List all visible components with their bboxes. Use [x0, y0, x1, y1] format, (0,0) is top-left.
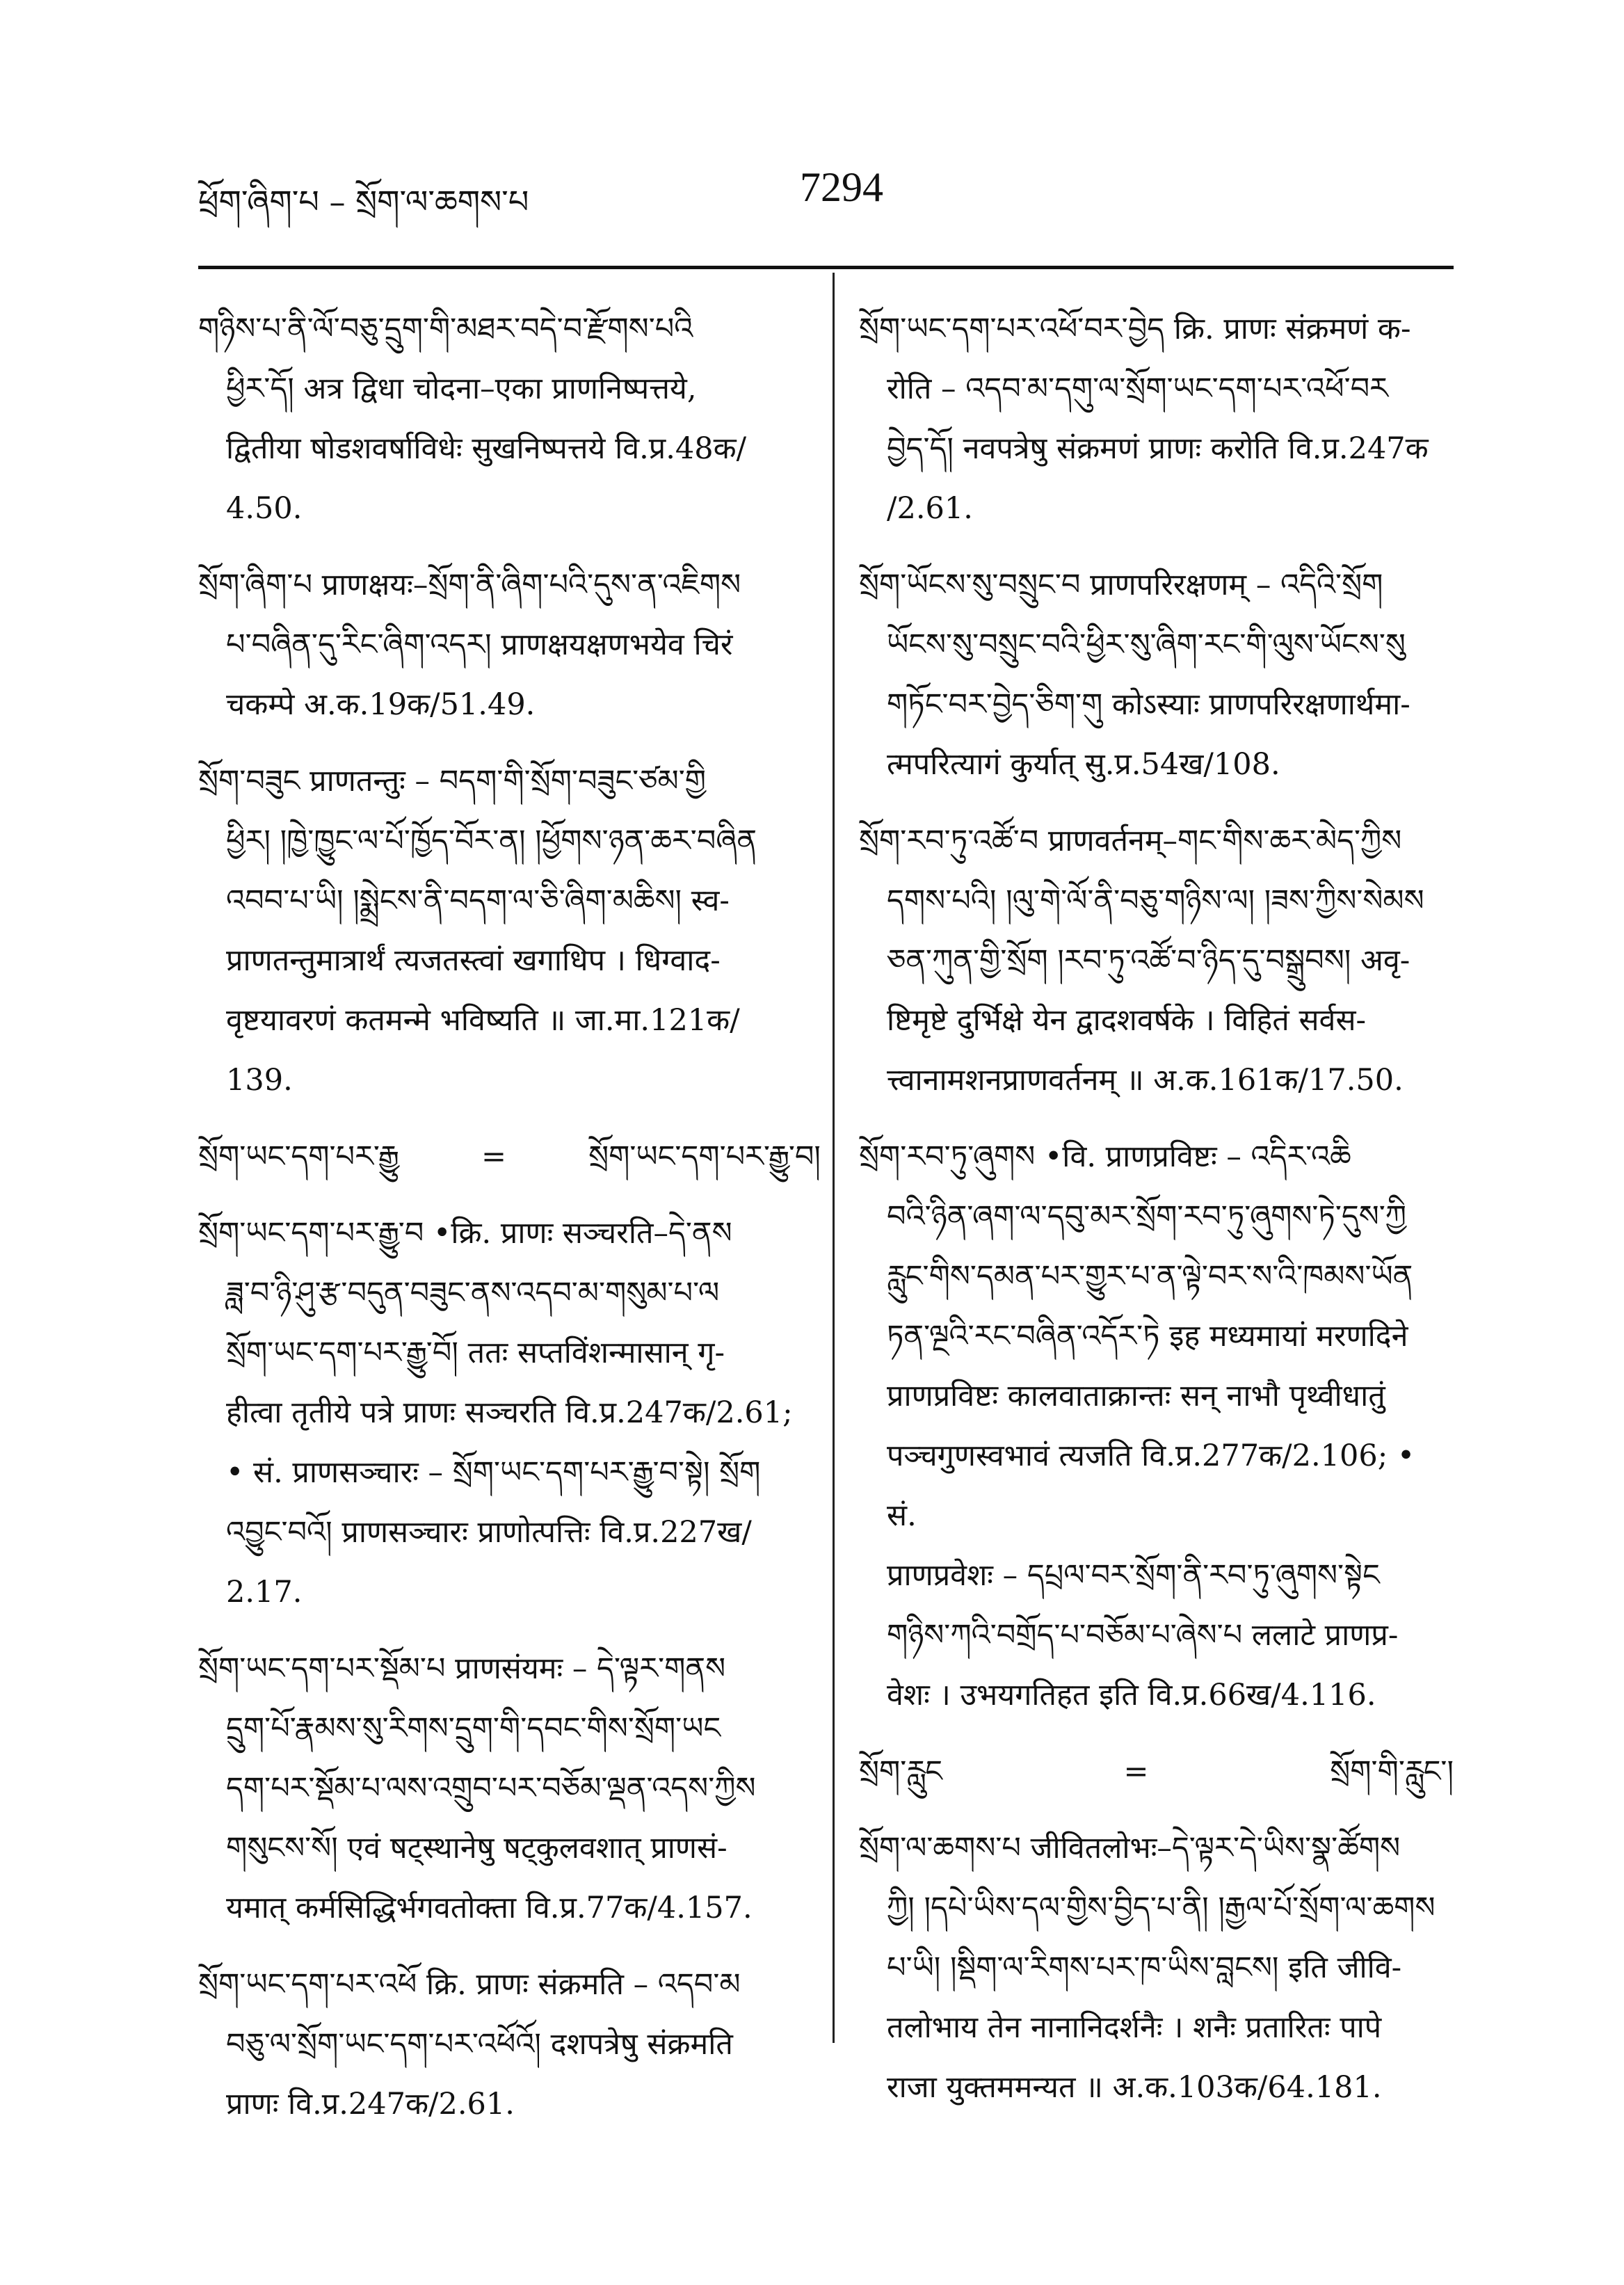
dictionary-entry: [198, 299, 821, 538]
entry-line: ཡོངས་སུ་བསྲུང་བའི་ཕྱིར་སུ་ཞིག་རང་གི་ལུས་ཡོངས་སུ: [887, 627, 1406, 662]
entry-first-line: གཉིས་པ་ནི་ལོ་བཅུ་དྲུག་གི་མཐར་བདེ་བ་རྫོགས་པའི: [198, 312, 693, 346]
dictionary-entry: [198, 751, 821, 1110]
entry-line: གསུངས་སོ། एवं षट्स्थानेषु षट्कुलवशात् प्राणसं-: [226, 1831, 727, 1866]
entry-line: चकम्पे अ.क.19क/51.49.: [226, 687, 536, 722]
dictionary-entry: [859, 1818, 1454, 2117]
entry-line: པ་ཡི། །སྡིག་ལ་རིགས་པར་ཁ་ཡིས་བླངས། इति जीवि-: [887, 1950, 1402, 1985]
entry-line: ཕྱིར་དོ། अत्र द्विधा चोदना–एका प्राणनिष्पत्तये,: [226, 371, 697, 406]
entry-line: प्राणप्रवेशः – དཔྲལ་བར་སྲོག་ནི་རབ་ཏུ་ཞུགས་སྟེང: [887, 1558, 1380, 1593]
entry-line: त्त्वानामशनप्राणवर्तनम् ॥ अ.क.161क/17.50.: [887, 1063, 1404, 1098]
right-column: [859, 299, 1454, 2134]
equals-sign: =: [1123, 1754, 1149, 1789]
header-rule: [198, 266, 1454, 269]
entry-line: तलोभाय तेन नानानिदर्शनैः । शनैः प्रतारितः पापे: [887, 2010, 1382, 2045]
headword: སྲོག་རླུང: [859, 1754, 942, 1789]
dictionary-entry: [198, 555, 821, 735]
dictionary-entry: [859, 811, 1454, 1110]
entry-line: हीत्वा तृतीये पत्रे प्राणः सञ्चरति वि.प्र.247क/2.61;: [226, 1395, 793, 1430]
entry-line: वेशः । उभयगतिहत इति वि.प्र.66ख/4.116.: [887, 1678, 1376, 1713]
entry-first-line: སྲོག་རབ་ཏུ་ཞུགས •वि. प्राणप्रविष्टः – འདིར་འཆི: [859, 1139, 1351, 1174]
entry-line: དྲུག་པོ་རྣམས་སུ་རིགས་དྲུག་གི་དབང་གིས་སྲོག་ཡང: [226, 1711, 721, 1746]
entry-first-line: སྲོག་ཡོངས་སུ་བསྲུང་བ प्राणपरिरक्षणम् – འདིའི་སྲོག: [859, 568, 1383, 602]
dictionary-entry: [198, 1955, 821, 2134]
equals-sign: =: [481, 1139, 507, 1174]
entry-line: གཉིས་ཀའི་བགྲོད་པ་བཅོམ་པ་ཞེས་པ ललाटे प्राणप्र-: [887, 1618, 1399, 1653]
entry-line: प्राणतन्तुमात्रार्थं त्यजतस्त्वां खगाधिप । धिग्वाद-: [226, 943, 721, 978]
entry-line: रोति – འདབ་མ་དགུ་ལ་སྲོག་ཡང་དག་པར་འཕོ་བར: [887, 371, 1388, 406]
entry-line: ཟླ་བ་ཉི་ཤུ་རྩ་བདུན་བཟུང་ནས་འདབ་མ་གསུམ་པ་ལ: [226, 1276, 720, 1310]
dictionary-entry: [198, 1203, 821, 1622]
entry-line: ष्टिमृष्टे दुर्भिक्षे येन द्वादशवर्षके । विहितं सर्वस-: [887, 1003, 1367, 1038]
dictionary-entry: [198, 1639, 821, 1938]
entry-first-line: སྲོག་ཡང་དག་པར་སྡོམ་པ प्राणसंयमः – དེ་ལྟར་གནས: [198, 1651, 726, 1686]
entry-line: • सं. प्राणसञ्चारः – སྲོག་ཡང་དག་པར་རྒྱུ་བ་སྟེ། སྲོག: [226, 1455, 761, 1490]
entry-line: བྱེད་དོ། नवपत्रेषु संक्रमणं प्राणः करोति वि.प्र.247क: [887, 431, 1429, 466]
left-column: [198, 299, 821, 2151]
entry-line: དག་པར་སྡོམ་པ་ལས་འགྲུབ་པར་བཅོམ་ལྡན་འདས་ཀྱིས: [226, 1771, 756, 1806]
entry-first-line: སྲོག་རབ་ཏུ་འཚོ་བ प्राणवर्तनम्–གང་གིས་ཆར་མེད་ཀྱིས: [859, 824, 1402, 858]
entry-line: ཕྱིར། །ཁྱེ་ཁྱུང་ལ་པོ་ཁྱོད་བོར་ན། །ཕྱོགས་ཉན་ཆར་བཞིན: [226, 824, 757, 858]
dictionary-entry: [859, 299, 1454, 538]
entry-line: བའི་ཉིན་ཞག་ལ་དབུ་མར་སྲོག་རབ་ཏུ་ཞུགས་ཏེ་དུས་ཀྱི: [887, 1199, 1407, 1234]
entry-line: /2.61.: [887, 491, 973, 526]
entry-first-line: སྲོག་ཡང་དག་པར་རྒྱུ་བ •क्रि. प्राणः सञ्चरति–དེ་ནས: [198, 1216, 732, 1251]
dictionary-entry: [859, 1127, 1454, 1725]
dictionary-entry: [859, 555, 1454, 794]
entry-line: प्राणः वि.प्र.247क/2.61.: [226, 2087, 515, 2122]
dictionary-entry: [859, 1742, 1454, 1802]
headword: སྲོག་ཡང་དག་པར་རྒྱུ: [198, 1139, 400, 1174]
entry-line: 2.17.: [226, 1575, 303, 1610]
entry-line: དགས་པའི། །ལུ་གེ་ལོ་ནི་བཅུ་གཉིས་ལ། །ཟས་ཀྱིས་སེམས: [887, 883, 1424, 918]
entry-line: त्मपरित्यागं कुर्यात् सु.प्र.54ख/108.: [887, 747, 1280, 782]
entry-line: འབབ་པ་ཡི། །སྨྲེངས་ནི་བདག་ལ་ཅི་ཞིག་མཆིས། स्व-: [226, 883, 730, 918]
cross-reference: [859, 1742, 1454, 1802]
entry-first-line: སྲོག་བཟུང प्राणतन्तुः – བདག་གི་སྲོག་བཟུང་ཙམ་གྱི: [198, 764, 706, 799]
entry-first-line: སྲོག་ཞིག་པ प्राणक्षयः–སྲོག་ནི་ཞིག་པའི་དུས་ན་འཇིགས: [198, 568, 741, 602]
entry-line: राजा युक्तममन्यत ॥ अ.क.103क/64.181.: [887, 2070, 1382, 2105]
cross-reference: [198, 1127, 821, 1187]
running-header: ཕྲོག་ཞིག་པ – སྲོག་ལ་ཆགས་པ: [198, 183, 529, 221]
entry-first-line: སྲོག་ཡང་དག་པར་འཕོ་བར་བྱེད क्रि. प्राणः संक्रमणं क-: [859, 312, 1411, 346]
entry-line: འབྱུང་བའོ། प्राणसञ्चारः प्राणोत्पत्तिः वि.प्र.227ख/: [226, 1515, 752, 1550]
entry-line: पञ्चगुणस्वभावं त्यजति वि.प्र.277क/2.106; • सं.: [887, 1438, 1415, 1533]
entry-line: ཅན་ཀུན་གྱི་སྲོག །རབ་ཏུ་འཚོ་བ་ཉིད་དུ་བསྒྲུབས། अवृ-: [887, 943, 1410, 978]
entry-first-line: སྲོག་ཡང་དག་པར་འཕོ क्रि. प्राणः संक्रमति – འདབ་མ: [198, 1967, 741, 2002]
entry-line: སྲོག་ཡང་དག་པར་རྒྱུ་བོ། ततः सप्तविंशन्मासान् गृ-: [226, 1336, 725, 1370]
entry-line: 4.50.: [226, 491, 303, 526]
entry-line: वृष्टयावरणं कतमन्मे भविष्यति ॥ जा.मा.121क/: [226, 1003, 740, 1038]
entry-line: བཅུ་ལ་སྲོག་ཡང་དག་པར་འཕོའོ། दशपत्रेषु संक्रमति: [226, 2027, 733, 2062]
entry-line: यमात् कर्मसिद्धिर्भगवतोक्ता वि.प्र.77क/4.157.: [226, 1891, 753, 1925]
entry-line: གཏོང་བར་བྱེད་ཅིག་གུ कोऽस्याः प्राणपरिरक्षणार्थमा-: [887, 687, 1410, 722]
entry-line: ཀྱི། །དཔེ་ཡིས་དལ་གྱིས་བྱིད་པ་ནི། །རྒྱལ་པོ་སྲོག་ལ་ཆགས: [887, 1891, 1436, 1925]
dictionary-entry: [198, 1127, 821, 1187]
column-divider: [833, 273, 835, 2043]
reference-target: སྲོག་གི་རླུང་།: [1330, 1754, 1454, 1789]
entry-line: ཏན་ལྔའི་རང་བཞིན་འདོར་ཏེ इह मध्यमायां मरणदिने: [887, 1319, 1408, 1354]
entry-line: द्वितीया षोडशवर्षाविधेः सुखनिष्पत्तये वि.प्र.48क/: [226, 431, 747, 466]
page-number: 7294: [800, 164, 883, 210]
entry-line: རླུང་གིས་དམན་པར་གྱུར་པ་ན་ལྟེ་བར་ས་འི་ཁམས་ཡོན: [887, 1259, 1413, 1294]
reference-target: སྲོག་ཡང་དག་པར་རྒྱུ་བ།: [588, 1139, 821, 1174]
entry-line: प्राणप्रविष्टः कालवाताक्रान्तः सन् नाभौ पृथ्वीधातुं: [887, 1379, 1385, 1413]
entry-line: པ་བཞིན་དུ་རིང་ཞིག་འདར། प्राणक्षयक्षणभयेव चिरं: [226, 627, 733, 662]
entry-first-line: སྲོག་ལ་ཆགས་པ जीवितलोभः–དེ་ལྟར་དེ་ཡིས་སྣ་ཚོགས: [859, 1831, 1401, 1866]
entry-line: 139.: [226, 1063, 293, 1098]
